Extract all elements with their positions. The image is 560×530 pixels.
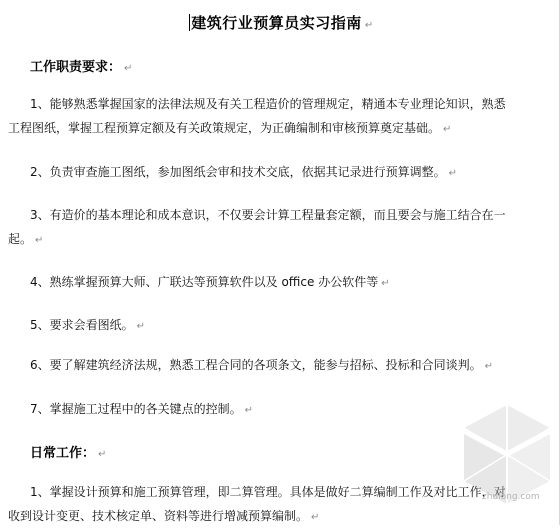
paragraph-mark-icon: ↵ bbox=[443, 124, 452, 135]
paragraph-mark-icon: ↵ bbox=[311, 512, 320, 523]
duty-item: 6、要了解建筑经济法规，熟悉工程合同的各项条文，能参与招标、投标和合同谈判。 ↵ bbox=[30, 358, 494, 372]
paragraph-mark-icon: ↵ bbox=[448, 168, 458, 179]
daily-work-item: 1、掌握设计预算和施工预算管理，即二算管理。具体是做好二算编制工作及对比工作，对收到设计变更、技术核定单、资料等进行增减预算编制。 ↵ bbox=[8, 485, 506, 523]
title-row bbox=[0, 12, 560, 33]
paragraph-mark-icon: ↵ bbox=[98, 449, 107, 460]
duty-item: 4、熟练掌握预算大师、广联达等预算软件以及 office 办公软件等 ↵ bbox=[30, 275, 390, 289]
duty-item: 1、能够熟悉掌握国家的法律法规及有关工程造价的管理规定，精通本专业理论知识，熟悉工程图纸，掌握工程预算定额及有关政策规定，为正确编制和审核预算奠定基础。 ↵ bbox=[8, 97, 506, 135]
duty-item: 5、要求会看图纸。 ↵ bbox=[30, 318, 146, 332]
paragraph-mark-icon: ↵ bbox=[244, 405, 254, 416]
paragraph-mark-icon: ↵ bbox=[364, 20, 374, 31]
watermark-text: zhulong.com bbox=[482, 492, 540, 502]
duty-item: 7、掌握施工过程中的各关键点的控制。 ↵ bbox=[30, 402, 254, 416]
duty-item: 3、有造价的基本理论和成本意识，不仅要会计算工程量套定额，而且要会与施工结合在一起。 ↵ bbox=[8, 208, 506, 246]
paragraph-mark-icon: ↵ bbox=[136, 321, 146, 332]
paragraph-mark-icon: ↵ bbox=[124, 63, 133, 74]
section-heading-duties: 工作职责要求： ↵ bbox=[30, 60, 133, 75]
document-title: 建筑行业预算员实习指南 ↵ bbox=[191, 14, 374, 32]
paragraph-mark-icon: ↵ bbox=[381, 278, 390, 289]
section-heading-daily-work: 日常工作： ↵ bbox=[30, 446, 107, 461]
paragraph-mark-icon: ↵ bbox=[35, 235, 44, 246]
paragraph-mark-icon: ↵ bbox=[484, 361, 494, 372]
duty-item: 2、负责审查施工图纸，参加图纸会审和技术交底，依据其记录进行预算调整。 ↵ bbox=[30, 165, 458, 179]
